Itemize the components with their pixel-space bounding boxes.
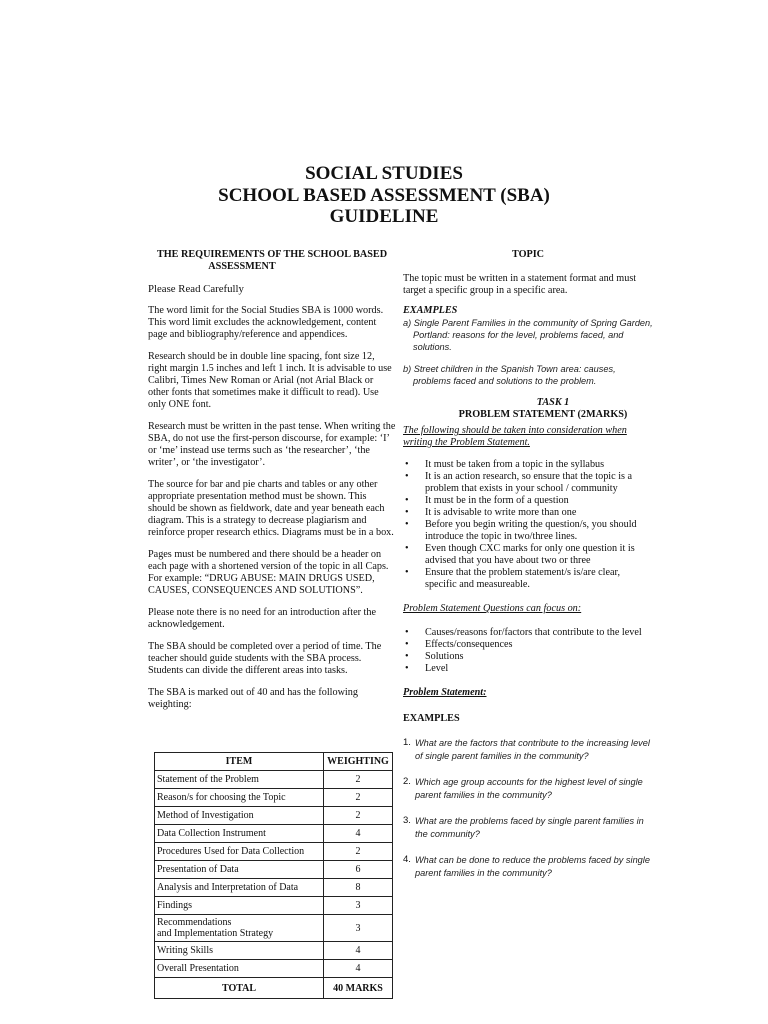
requirements-heading bbox=[148, 249, 396, 273]
right-column bbox=[403, 249, 653, 893]
table-cell-item: Method of Investigation bbox=[155, 807, 324, 825]
table-row bbox=[155, 789, 393, 807]
list-item: • Level bbox=[403, 663, 653, 675]
table-header-weighting: WEIGHTING bbox=[324, 753, 393, 771]
table-cell-weight: 2 bbox=[324, 771, 393, 789]
question-number: 2. bbox=[403, 776, 411, 787]
topic-heading: TOPIC bbox=[511, 249, 545, 260]
page-title: SOCIAL STUDIES bbox=[305, 163, 463, 184]
question-text: Which age group accounts for the highest level of single parent families in the community? bbox=[415, 777, 643, 800]
table-cell-weight: 4 bbox=[324, 960, 393, 978]
table-cell-item-line2: and Implementation Strategy bbox=[157, 928, 274, 939]
table-cell-weight: 4 bbox=[324, 942, 393, 960]
consideration-list bbox=[403, 459, 653, 591]
left-paragraph: Pages must be numbered and there should be a header on each page with a shortened version of the topic in all Caps. For example: “DRUG ABUSE: MAIN DRUGS USED, CAUSES, CONSEQUENCES AND SOLUTIONS”. bbox=[148, 549, 389, 596]
examples-heading: EXAMPLES bbox=[403, 305, 458, 316]
page-subtitle-guideline: GUIDELINE bbox=[329, 206, 439, 227]
list-item: • Solutions bbox=[403, 651, 653, 663]
example-b: b) Street children in the Spanish Town area: causes, problems faced and solutions to the problem. bbox=[403, 364, 616, 386]
table-cell-weight: 6 bbox=[324, 861, 393, 879]
list-item: • Even though CXC marks for only one question it is advised that you have about two or three bbox=[403, 543, 653, 567]
focus-heading: Problem Statement Questions can focus on: bbox=[403, 603, 582, 614]
left-paragraph: The source for bar and pie charts and tables or any other appropriate presentation method must be shown. This should be shown as fieldwork, date and year beneath each diagram. This is a strategy to decrease plagiarism and reinforce proper research ethics. Diagrams must be in a box. bbox=[148, 479, 394, 538]
requirements-heading-line2: ASSESSMENT bbox=[208, 261, 276, 272]
left-paragraph: Please note there is no need for an introduction after the acknowledgement. bbox=[148, 607, 377, 630]
table-cell-weight: 4 bbox=[324, 825, 393, 843]
left-paragraph: Research must be written in the past tense. When writing the SBA, do not use the first-person discourse, for example: ‘I’ or ‘me’ instead use terms such as ‘the researcher’, ‘the writer’, or ‘the investigator’. bbox=[148, 421, 396, 468]
question-text: What are the factors that contribute to the increasing level of single parent families in the community? bbox=[415, 738, 650, 761]
table-cell-weight: 2 bbox=[324, 789, 393, 807]
question-list bbox=[403, 737, 653, 880]
list-item: • It is advisable to write more than one bbox=[403, 507, 653, 519]
weighting-table bbox=[154, 752, 393, 999]
table-total-label: TOTAL bbox=[155, 978, 324, 999]
list-item: • It must be taken from a topic in the syllabus bbox=[403, 459, 653, 471]
examples2-heading: EXAMPLES bbox=[403, 713, 460, 724]
left-paragraph: The SBA should be completed over a period of time. The teacher should guide students with the SBA process. Students can divide the different areas into tasks. bbox=[148, 641, 382, 676]
table-cell-item: Data Collection Instrument bbox=[155, 825, 324, 843]
table-row bbox=[155, 960, 393, 978]
table-cell-weight: 2 bbox=[324, 843, 393, 861]
table-cell-item: Overall Presentation bbox=[155, 960, 324, 978]
table-cell-item: Procedures Used for Data Collection bbox=[155, 843, 324, 861]
table-row bbox=[155, 897, 393, 915]
question-text: What are the problems faced by single parent families in the community? bbox=[415, 816, 644, 839]
list-item: • Ensure that the problem statement/s is/are clear, specific and measureable. bbox=[403, 567, 653, 591]
list-item bbox=[403, 815, 653, 841]
left-paragraph: The word limit for the Social Studies SBA is 1000 words. This word limit excludes the acknowledgement, content page and bibliography/reference and appendices. bbox=[148, 305, 384, 340]
list-item: • Before you begin writing the question/s, you should introduce the topic in two/three lines. bbox=[403, 519, 653, 543]
table-row bbox=[155, 771, 393, 789]
problem-statement-heading: Problem Statement: bbox=[403, 687, 487, 698]
table-cell-weight: 2 bbox=[324, 807, 393, 825]
table-row bbox=[155, 942, 393, 960]
consideration-heading: The following should be taken into consideration when writing the Problem Statement. bbox=[403, 425, 627, 448]
table-header-item: ITEM bbox=[155, 753, 324, 771]
list-item bbox=[403, 776, 653, 802]
focus-list bbox=[403, 627, 653, 675]
question-text: What can be done to reduce the problems faced by single parent families in the community? bbox=[415, 855, 650, 878]
page-subtitle: SCHOOL BASED ASSESSMENT (SBA) bbox=[218, 185, 550, 206]
table-total-value: 40 MARKS bbox=[324, 978, 393, 999]
left-column bbox=[148, 249, 396, 721]
list-item: • Causes/reasons for/factors that contribute to the level bbox=[403, 627, 653, 639]
example-a: a) Single Parent Families in the community of Spring Garden, Portland: reasons for the level, problems faced, and solutions. bbox=[403, 318, 653, 352]
table-row bbox=[155, 807, 393, 825]
question-number: 3. bbox=[403, 815, 411, 826]
table-row bbox=[155, 843, 393, 861]
question-number: 1. bbox=[403, 737, 411, 748]
table-row bbox=[155, 861, 393, 879]
list-item: • It must be in the form of a question bbox=[403, 495, 653, 507]
table-cell-item: Statement of the Problem bbox=[155, 771, 324, 789]
table-total-row bbox=[155, 978, 393, 999]
left-paragraph: Research should be in double line spacing, font size 12, right margin 1.5 inches and left 1 inch. It is advisable to use Calibri, Times New Roman or Arial (not Arial Black or other fonts that sometimes make it difficult to read). Use only ONE font. bbox=[148, 351, 392, 410]
task-subheading: PROBLEM STATEMENT (2MARKS) bbox=[458, 409, 628, 420]
table-header-row bbox=[155, 753, 393, 771]
topic-text: The topic must be written in a statement format and must target a specific group in a specific area. bbox=[403, 273, 637, 296]
question-number: 4. bbox=[403, 854, 411, 865]
table-cell-item: Reason/s for choosing the Topic bbox=[155, 789, 324, 807]
table-cell-item: Writing Skills bbox=[155, 942, 324, 960]
table-cell-item: Analysis and Interpretation of Data bbox=[155, 879, 324, 897]
table-cell-item: Findings bbox=[155, 897, 324, 915]
list-item bbox=[403, 737, 653, 763]
task-heading: TASK 1 bbox=[536, 397, 570, 408]
list-item: • It is an action research, so ensure that the topic is a problem that exists in your school / community bbox=[403, 471, 653, 495]
requirements-heading-line1: THE REQUIREMENTS OF THE SCHOOL BASED bbox=[156, 249, 388, 260]
table-row bbox=[155, 825, 393, 843]
table-cell-item bbox=[155, 915, 324, 942]
left-paragraph: The SBA is marked out of 40 and has the following weighting: bbox=[148, 687, 358, 710]
table-cell-weight: 3 bbox=[324, 897, 393, 915]
table-row bbox=[155, 915, 393, 942]
table-cell-item: Presentation of Data bbox=[155, 861, 324, 879]
list-item bbox=[403, 854, 653, 880]
list-item: • Effects/consequences bbox=[403, 639, 653, 651]
table-cell-weight: 8 bbox=[324, 879, 393, 897]
table-row bbox=[155, 879, 393, 897]
table-cell-weight: 3 bbox=[324, 915, 393, 942]
table-cell-item-line1: Recommendations bbox=[157, 917, 232, 928]
left-paragraph: Please Read Carefully bbox=[148, 283, 244, 295]
